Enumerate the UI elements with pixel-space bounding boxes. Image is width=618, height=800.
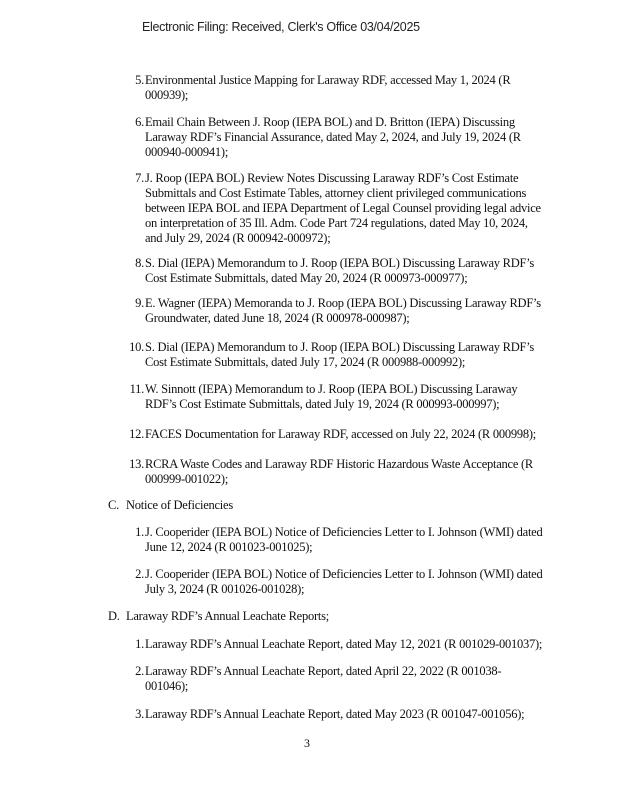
item-text: Laraway RDF’s Annual Leachate Report, dated April 22, 2022 (R 001038- 001046); — [145, 664, 502, 693]
item-number: 1. — [135, 525, 144, 539]
item-text: Laraway RDF’s Annual Leachate Report, dated May 2023 (R 001047-001056); — [145, 707, 525, 721]
page-number: 3 — [304, 736, 310, 750]
section-heading-c — [108, 498, 233, 513]
item-text: J. Cooperider (IEPA BOL) Notice of Deficiencies Letter to I. Johnson (WMI) dated July 3, 2024 (R 001026-001028); — [145, 567, 543, 596]
item-number: 7. — [135, 171, 144, 185]
item-text: S. Dial (IEPA) Memorandum to J. Roop (IEPA BOL) Discussing Laraway RDF’s Cost Estimate Submittals, dated May 20, 2024 (R 000973-000977); — [145, 256, 535, 285]
section-letter: D. — [108, 609, 120, 623]
item-number: 3. — [135, 707, 144, 721]
item-text: FACES Documentation for Laraway RDF, accessed on July 22, 2024 (R 000998); — [145, 427, 536, 441]
item-number: 6. — [135, 115, 144, 129]
item-text: Email Chain Between J. Roop (IEPA BOL) and D. Britton (IEPA) Discussing Laraway RDF’s Financial Assurance, dated May 2, 2024, and July 19, 2024 (R 000940-000941); — [145, 115, 521, 159]
section-title: Notice of Deficiencies — [126, 498, 233, 512]
item-text: W. Sinnott (IEPA) Memorandum to J. Roop (IEPA BOL) Discussing Laraway RDF’s Cost Estimate Submittals, dated July 19, 2024 (R 000993-000997); — [145, 382, 518, 411]
item-text: RCRA Waste Codes and Laraway RDF Historic Hazardous Waste Acceptance (R 000999-001022); — [145, 457, 534, 486]
section-heading-d — [108, 609, 329, 624]
item-text: E. Wagner (IEPA) Memoranda to J. Roop (IEPA BOL) Discussing Laraway RDF’s Groundwater, dated June 18, 2024 (R 000978-000987); — [145, 296, 541, 325]
item-number: 5. — [135, 73, 144, 87]
section-letter: C. — [108, 498, 119, 512]
item-text: J. Cooperider (IEPA BOL) Notice of Deficiencies Letter to I. Johnson (WMI) dated June 12, 2024 (R 001023-001025); — [145, 525, 543, 554]
item-text: Environmental Justice Mapping for Laraway RDF, accessed May 1, 2024 (R 000939); — [145, 73, 511, 102]
item-number: 8. — [135, 256, 144, 270]
item-number: 13. — [129, 457, 144, 471]
item-number: 9. — [135, 296, 144, 310]
item-text: J. Roop (IEPA BOL) Review Notes Discussing Laraway RDF’s Cost Estimate Submittals and Cost Estimate Tables, attorney client privileged communications between IEPA BOL and IEPA Department of Legal Counsel providing legal advice on interpretation of 35 Ill. Adm. Code Part 724 regulations, dated May 10, 2024, and July 29, 2024 (R 000942-000972); — [145, 171, 541, 245]
item-text: Laraway RDF’s Annual Leachate Report, dated May 12, 2021 (R 001029-001037); — [145, 637, 543, 651]
item-text: S. Dial (IEPA) Memorandum to J. Roop (IEPA BOL) Discussing Laraway RDF’s Cost Estimate Submittals, dated July 17, 2024 (R 000988-000992); — [145, 340, 535, 369]
item-number: 11. — [129, 382, 144, 396]
item-number: 2. — [135, 664, 144, 678]
item-number: 1. — [135, 637, 144, 651]
section-title: Laraway RDF’s Annual Leachate Reports; — [126, 609, 329, 623]
item-number: 10. — [129, 340, 144, 354]
item-number: 2. — [135, 567, 144, 581]
item-number: 12. — [129, 427, 144, 441]
filing-header: Electronic Filing: Received, Clerk's Office 03/04/2025 — [142, 20, 420, 34]
